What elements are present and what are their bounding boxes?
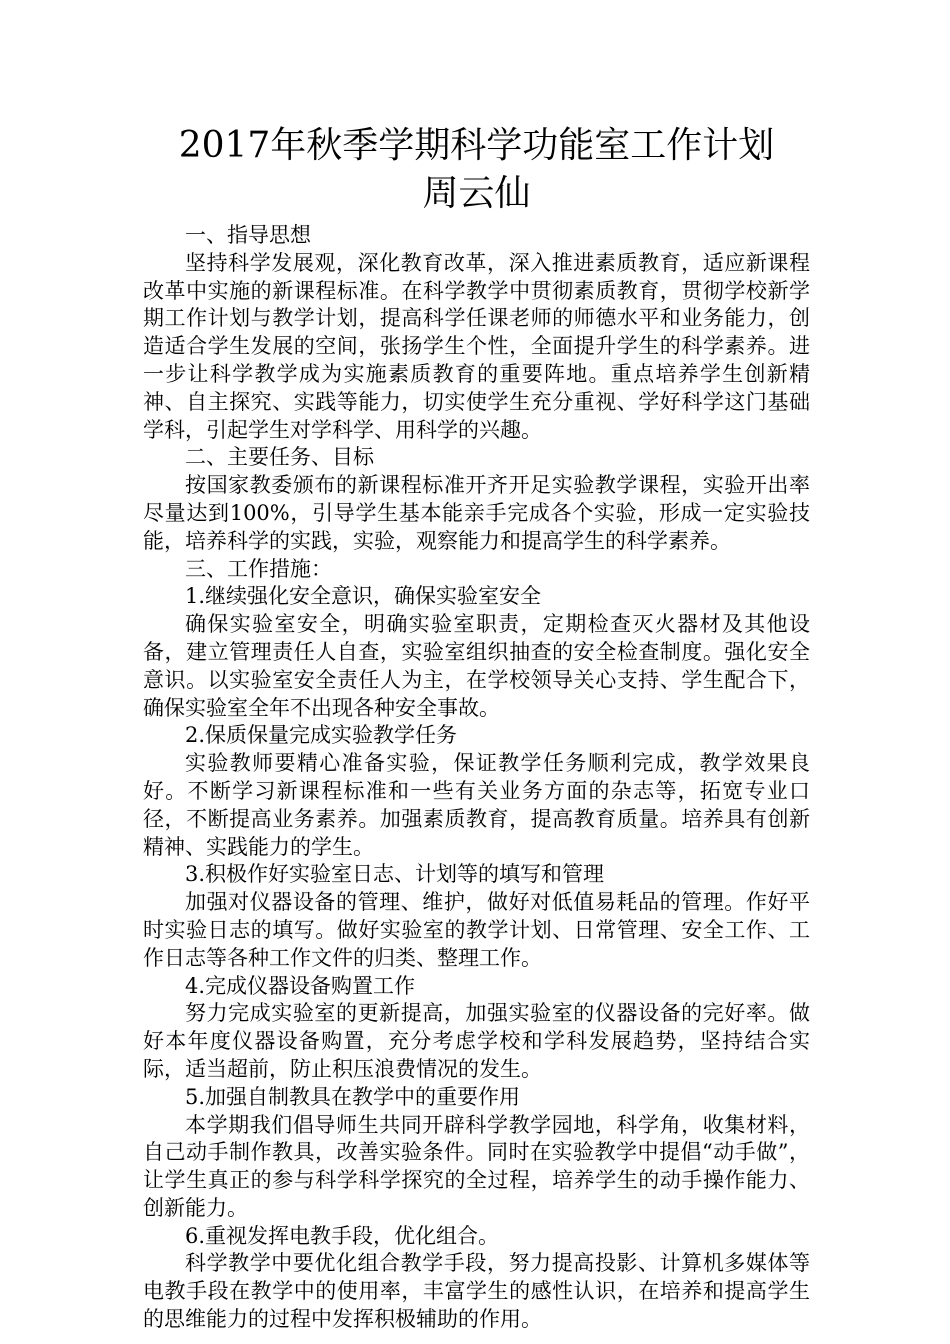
paragraph-measure-2: 实验教师要精心准备实验，保证教学任务顺利完成，教学效果良好。不断学习新课程标准和一些有关业务方面的杂志等，拓宽专业口径，不断提高业务素养。加强素质教育，提高教育质量。培养具有创新精神、实践能力的学生。: [143, 751, 810, 859]
subheading-measure-1: 1.继续强化安全意识，确保实验室安全: [185, 584, 542, 609]
document-author: 周云仙: [422, 173, 531, 214]
paragraph-measure-4: 努力完成实验室的更新提高，加强实验室的仪器设备的完好率。做好本年度仪器设备购置，充分考虑学校和学科发展趋势，坚持结合实际，适当超前，防止积压浪费情况的发生。: [143, 1001, 810, 1081]
section-heading-main-tasks: 二、主要任务、目标: [185, 445, 374, 470]
subheading-measure-3: 3.积极作好实验室日志、计划等的填写和管理: [185, 862, 605, 887]
paragraph-main-tasks: 按国家教委颁布的新课程标准开齐开足实验教学课程，实验开出率尽量达到100%，引导学生基本能亲手完成各个实验，形成一定实验技能，培养科学的实践，实验，观察能力和提高学生的科学素养。: [143, 473, 810, 553]
section-heading-guiding-ideology: 一、指导思想: [185, 223, 311, 247]
document-page: [143, 122, 810, 1334]
subheading-measure-4: 4.完成仪器设备购置工作: [185, 973, 416, 998]
subheading-measure-6: 6.重视发挥电教手段，优化组合。: [185, 1223, 500, 1248]
document-title: 2017年秋季学期科学功能室工作计划: [178, 125, 775, 166]
paragraph-guiding-ideology: 坚持科学发展观，深化教育改革，深入推进素质教育，适应新课程改革中实施的新课程标准。在科学教学中贯彻素质教育，贯彻学校新学期工作计划与教学计划，提高科学任课老师的师德水平和业务能力，创造适合学生发展的空间，张扬学生个性，全面提升学生的科学素养。进一步让科学教学成为实施素质教育的重要阵地。重点培养学生创新精神、自主探究、实践等能力，切实使学生充分重视、学好科学这门基础学科，引起学生对学科学、用科学的兴趣。: [143, 250, 810, 442]
paragraph-measure-5: 本学期我们倡导师生共同开辟科学教学园地，科学角，收集材料，自己动手制作教具，改善实验条件。同时在实验教学中提倡“动手做”，让学生真正的参与科学科学探究的全过程，培养学生的动手操作能力、创新能力。: [143, 1112, 810, 1220]
subheading-measure-5: 5.加强自制教具在教学中的重要作用: [185, 1084, 521, 1109]
section-heading-work-measures: 三、工作措施：: [185, 556, 332, 581]
paragraph-measure-6: 科学教学中要优化组合教学手段，努力提高投影、计算机多媒体等电教手段在教学中的使用率，丰富学生的感性认识，在培养和提高学生的思维能力的过程中发挥积极辅助的作用。: [143, 1251, 810, 1332]
paragraph-measure-3: 加强对仪器设备的管理、维护，做好对低值易耗品的管理。作好平时实验日志的填写。做好实验室的教学计划、日常管理、安全工作、工作日志等各种工作文件的归类、整理工作。: [143, 890, 810, 970]
paragraph-measure-1: 确保实验室安全，明确实验室职责，定期检查灭火器材及其他设备，建立管理责任人自查，实验室组织抽查的安全检查制度。强化安全意识。以实验室安全责任人为主，在学校领导关心支持、学生配合下，确保实验室全年不出现各种安全事故。: [143, 612, 810, 720]
subheading-measure-2: 2.保质保量完成实验教学任务: [185, 723, 458, 748]
